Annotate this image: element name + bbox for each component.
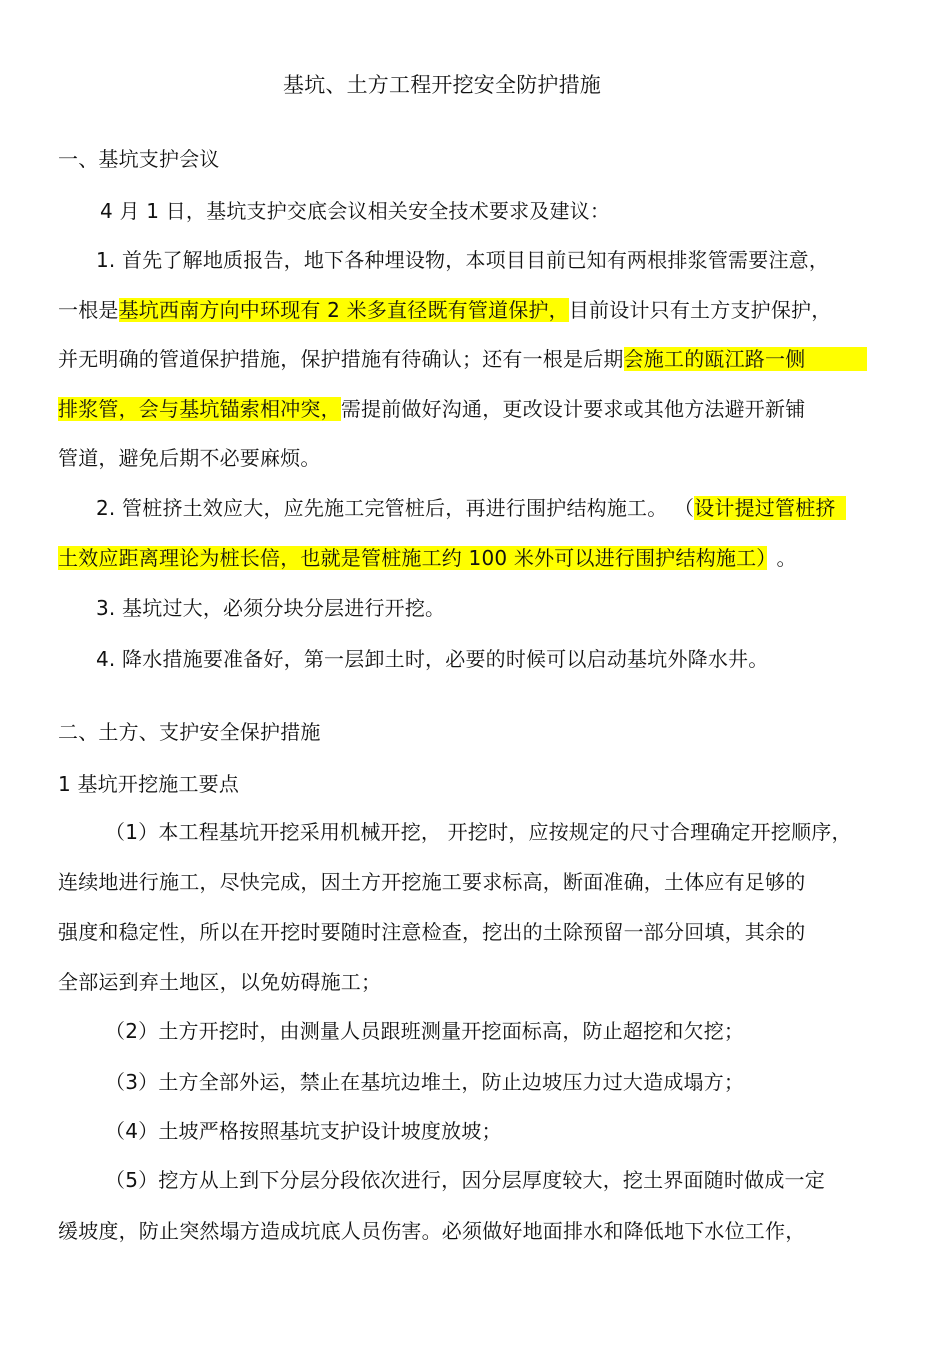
section-heading: 一、基坑支护会议 bbox=[58, 147, 220, 171]
text-run: 。 bbox=[776, 546, 797, 570]
text-run: 需提前做好沟通，更改设计要求或其他方法避开新铺 bbox=[340, 397, 806, 421]
highlighted-text: 基坑西南方向中环现有 2 米多直径既有管道保护， bbox=[118, 298, 569, 322]
text-run: 一根是 bbox=[58, 298, 119, 322]
highlighted-text: 土效应距离理论为桩长倍，也就是管桩施工约 100 米外可以进行围护结构施工） bbox=[58, 546, 767, 570]
paragraph-line: 全部运到弃土地区，以免妨碍施工； bbox=[58, 970, 382, 994]
paragraph-line: 管道，避免后期不必要麻烦。 bbox=[58, 446, 321, 470]
paragraph-line bbox=[96, 496, 846, 520]
subsection-heading: 1 基坑开挖施工要点 bbox=[58, 772, 240, 796]
highlighted-text: 会施工的瓯江路一侧 bbox=[624, 347, 868, 371]
highlighted-text: 排浆管，会与基坑锚索相冲突， bbox=[58, 397, 341, 421]
text-run: 目前设计只有土方支护保护， bbox=[568, 298, 832, 322]
paragraph-line bbox=[58, 397, 805, 421]
paragraph-line: 4. 降水措施要准备好，第一层卸土时，必要的时候可以启动基坑外降水井。 bbox=[96, 647, 769, 671]
paragraph-line: 3. 基坑过大，必须分块分层进行开挖。 bbox=[96, 596, 446, 620]
paragraph-line: （1）本工程基坑开挖采用机械开挖， 开挖时，应按规定的尺寸合理确定开挖顺序， bbox=[105, 820, 852, 844]
paragraph-line: （5）挖方从上到下分层分段依次进行，因分层厚度较大，挖土界面随时做成一定 bbox=[105, 1168, 825, 1192]
paragraph-line bbox=[58, 546, 797, 570]
paragraph-line: 1. 首先了解地质报告，地下各种埋设物，本项目目前已知有两根排浆管需要注意， bbox=[96, 248, 830, 272]
highlighted-text: 设计提过管桩挤 bbox=[694, 496, 845, 520]
paragraph-line bbox=[58, 347, 867, 371]
paragraph-line: （3）土方全部外运，禁止在基坑边堆土，防止边坡压力过大造成塌方； bbox=[105, 1070, 745, 1094]
paragraph-line: （4）土坡严格按照基坑支护设计坡度放坡； bbox=[105, 1119, 502, 1143]
paragraph-line: 缓坡度，防止突然塌方造成坑底人员伤害。必须做好地面排水和降低地下水位工作， bbox=[58, 1219, 806, 1243]
text-run: 2. 管桩挤土效应大，应先施工完管桩后，再进行围护结构施工。 （ bbox=[96, 496, 695, 520]
paragraph-line bbox=[58, 298, 831, 322]
paragraph-line: 强度和稳定性，所以在开挖时要随时注意检查，挖出的土除预留一部分回填，其余的 bbox=[58, 920, 806, 944]
document-title: 基坑、土方工程开挖安全防护措施 bbox=[283, 73, 601, 97]
section-heading: 二、土方、支护安全保护措施 bbox=[58, 720, 321, 744]
paragraph-line: 连续地进行施工，尽快完成，因土方开挖施工要求标高，断面准确，土体应有足够的 bbox=[58, 870, 806, 894]
paragraph-line: 4 月 1 日，基坑支护交底会议相关安全技术要求及建议： bbox=[100, 199, 611, 223]
paragraph-line: （2）土方开挖时，由测量人员跟班测量开挖面标高，防止超挖和欠挖； bbox=[105, 1019, 745, 1043]
text-run: 并无明确的管道保护措施，保护措施有待确认；还有一根是后期 bbox=[58, 347, 624, 371]
